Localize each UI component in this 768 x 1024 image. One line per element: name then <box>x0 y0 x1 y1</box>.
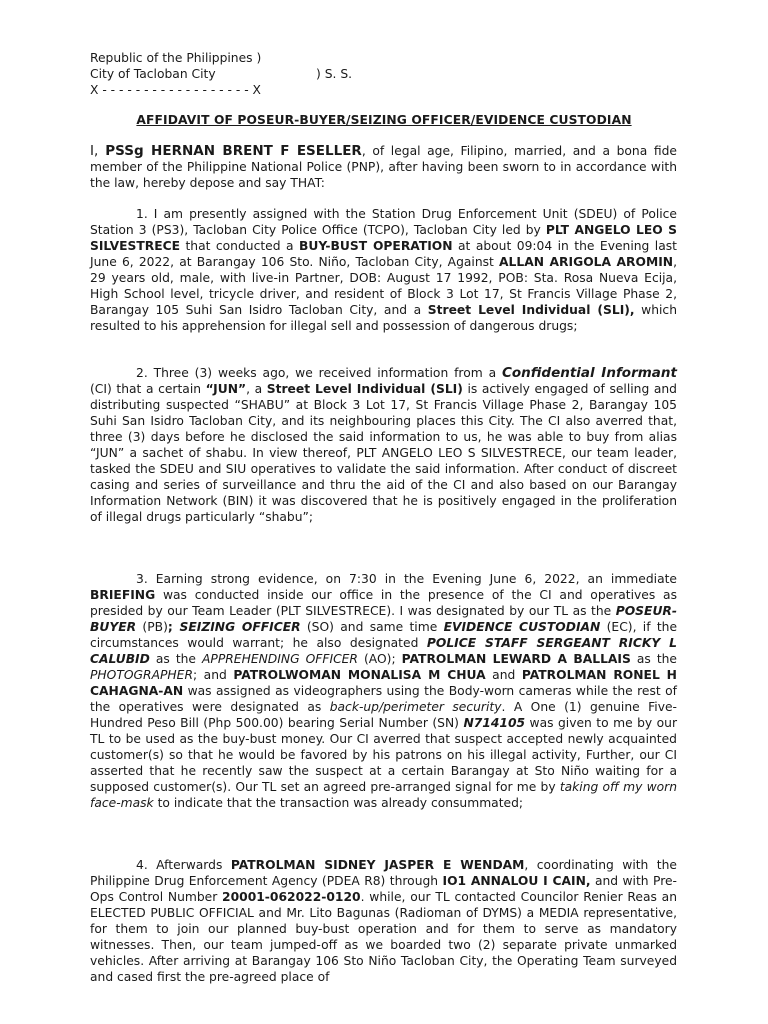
header-republic: Republic of the Philippines ) <box>90 51 262 65</box>
affiant-name: PSSg HERNAN BRENT F ESELLER <box>105 143 362 159</box>
header-city: City of Tacloban City <box>90 67 216 81</box>
document-title: AFFIDAVIT OF POSEUR-BUYER/SEIZING OFFICER/EVIDENCE CUSTODIAN <box>136 113 632 127</box>
paragraph-2: 2. Three (3) weeks ago, we received information from a Confidential Informant (CI) that a certain “JUN”, a Street Level Individual (SLI) is actively engaged of selling and distributing suspected “SHABU” at Block 3 Lot 17, St Francis Village Phase 2, Barangay 105 Suhi San Isidro Tacloban City, and its neighbouring places this City. The CI also averred that, three (3) days before he disclosed the said information to us, he was able to buy from alias “JUN” a sachet of shabu. In view thereof, PLT ANGELO LEO S SILVESTRECE, our team leader, tasked the SDEU and SIU operatives to validate the said information. After conduct of discreet casing and series of surveillance and thru the aid of the CI and also based on our Barangay Information Network (BIN) it was discovered that he is positively engaged in the proliferation of illegal drugs particularly “shabu”; <box>90 365 677 524</box>
header-separator: X - - - - - - - - - - - - - - - - - - X <box>90 83 261 97</box>
paragraph-4: 4. Afterwards PATROLMAN SIDNEY JASPER E WENDAM, coordinating with the Philippine Drug Enforcement Agency (PDEA R8) through IO1 ANNALOU I CAIN, and with Pre-Ops Control Number 20001-062022-0120. while, our TL contacted Councilor Renier Reas an ELECTED PUBLIC OFFICIAL and Mr. Lito Bagunas (Radioman of DYMS) a MEDIA representative, for them to join our planned buy-bust operation and for them to serve as mandatory witnesses. Then, our team jumped-off as we boarded two (2) separate private unmarked vehicles. After arriving at Barangay 106 Sto Niño Tacloban City, the Operating Team surveyed and cased first the pre-agreed place of <box>90 858 677 984</box>
paragraph-1: 1. I am presently assigned with the Station Drug Enforcement Unit (SDEU) of Police Station 3 (PS3), Tacloban City Police Office (TCPO), Tacloban City led by PLT ANGELO LEO S SILVESTRECE that conducted a BUY-BUST OPERATION at about 09:04 in the Evening last June 6, 2022, at Barangay 106 Sto. Niño, Tacloban City, Against ALLAN ARIGOLA AROMIN, 29 years old, male, with live-in Partner, DOB: August 17 1992, POB: Sta. Rosa Nueva Ecija, High School level, tricycle driver, and resident of Block 3 Lot 17, St Francis Village Phase 2, Barangay 105 Suhi San Isidro Tacloban City, and a Street Level Individual (SLI), which resulted to his apprehension for illegal sell and possession of dangerous drugs; <box>90 207 678 333</box>
header-ss: ) S. S. <box>316 67 353 81</box>
paragraph-3: 3. Earning strong evidence, on 7:30 in the Evening June 6, 2022, an immediate BRIEFING was conducted inside our office in the presence of the CI and operatives as presided by our Team Leader (PLT SILVESTRECE). I was designated by our TL as the POSEUR-BUYER (PB); SEIZING OFFICER (SO) and same time EVIDENCE CUSTODIAN (EC), if the circumstances would warrant; he also designated POLICE STAFF SERGEANT RICKY L CALUBID as the APPREHENDING OFFICER (AO); PATROLMAN LEWARD A BALLAIS as the PHOTOGRAPHER; and PATROLWOMAN MONALISA M CHUA and PATROLMAN RONEL H CAHAGNA-AN was assigned as videographers using the Body-worn cameras while the rest of the operatives were designated as back-up/perimeter security. A One (1) genuine Five-Hundred Peso Bill (Php 500.00) bearing Serial Number (SN) N714105 was given to me by our TL to be used as the buy-bust money. Our CI averred that suspect accepted newly acquainted customer(s) so that he would be favored by his patrons on his illegal activity, Further, our CI asserted that he recently saw the suspect at a certain Barangay at Sto Niño waiting for a supposed customer(s). Our TL set an agreed pre-arranged signal for me by taking off my worn face-mask to indicate that the transaction was already consummated; <box>90 572 678 810</box>
intro-paragraph: I, PSSg HERNAN BRENT F ESELLER, of legal age, Filipino, married, and a bona fide member of the Philippine National Police (PNP), after having been sworn to in accordance with the law, hereby depose and say THAT: <box>90 143 677 190</box>
